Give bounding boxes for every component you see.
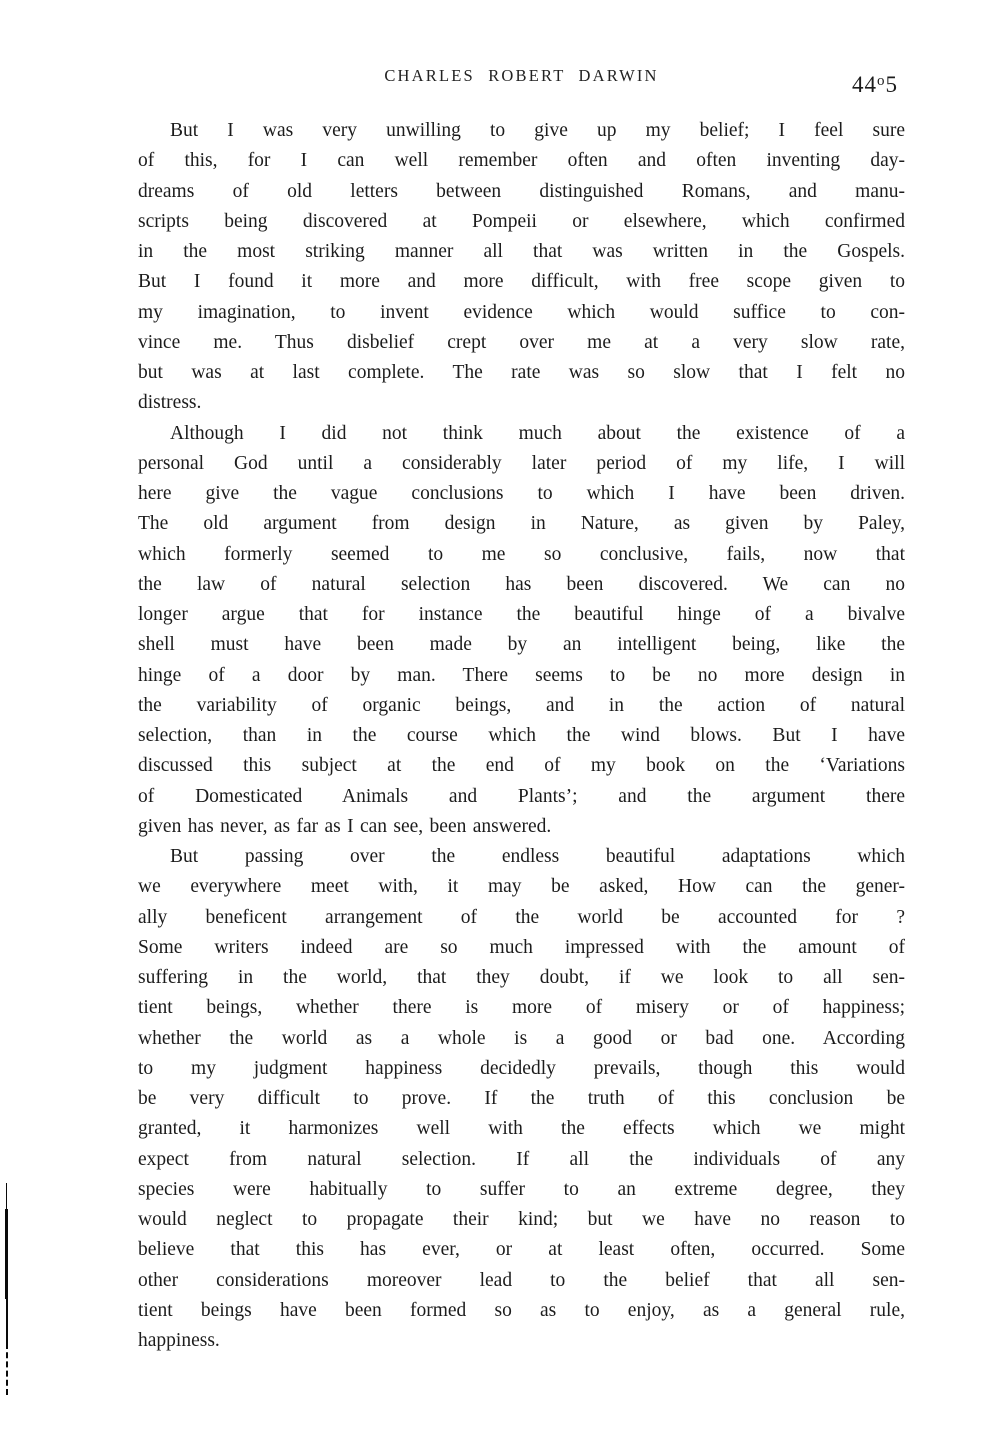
text-line: my imagination, to invent evidence which would suffice to con- xyxy=(138,301,905,323)
text-line: the law of natural selection has been discovered. We can no xyxy=(138,573,905,595)
text-line: suffering in the world, that they doubt, if we look to all sen- xyxy=(138,967,905,988)
scan-artifact-segment xyxy=(6,1183,7,1209)
text-line: species were habitually to suffer to an extreme degree, they xyxy=(138,1178,905,1200)
text-line: tient beings, whether there is more of misery or of happiness; xyxy=(138,997,905,1019)
text-line: we everywhere meet with, it may be asked, How can the gener- xyxy=(138,876,905,898)
text-line: distress. xyxy=(138,392,202,414)
text-line: But I found it more and more difficult, with free scope given to xyxy=(138,271,905,293)
scan-artifact-segment xyxy=(5,1209,8,1299)
text-line: of Domesticated Animals and Plants’; and the argument there xyxy=(138,785,905,807)
scan-artifact-segment xyxy=(6,1299,8,1343)
text-line: But I was very unwilling to give up my belief; I feel sure xyxy=(170,120,905,141)
text-line: ally beneficent arrangement of the world be accounted for ? xyxy=(138,906,905,928)
text-line: shell must have been made by an intelligent being, like the xyxy=(138,634,905,656)
text-line: discussed this subject at the end of my book on the ‘Variations xyxy=(138,755,905,777)
scan-artifact-line xyxy=(5,1183,11,1395)
text-line: here give the vague conclusions to which I have been driven. xyxy=(138,483,905,504)
text-line: The old argument from design in Nature, as given by Paley, xyxy=(138,513,905,535)
text-line: dreams of old letters between distinguished Romans, and manu- xyxy=(138,180,905,202)
text-line: vince me. Thus disbelief crept over me at a very slow rate, xyxy=(138,331,905,353)
text-line: granted, it harmonizes well with the effects which we might xyxy=(138,1118,905,1140)
text-line: hinge of a door by man. There seems to be no more design in xyxy=(138,664,905,686)
text-line: longer argue that for instance the beautiful hinge of a bivalve xyxy=(138,604,905,625)
text-line: Although I did not think much about the existence of a xyxy=(170,422,905,444)
text-line: Some writers indeed are so much impressed with the amount of xyxy=(138,936,905,958)
text-line: in the most striking manner all that was written in the Gospels. xyxy=(138,241,905,262)
running-title: CHARLES ROBERT DARWIN xyxy=(384,66,659,85)
text-line: expect from natural selection. If all the individuals of any xyxy=(138,1148,905,1170)
page-number-suffix: 5 xyxy=(885,72,898,97)
text-line: of this, for I can well remember often and often inventing day- xyxy=(138,150,905,172)
text-line: but was at last complete. The rate was so slow that I felt no xyxy=(138,362,905,383)
page-number-prefix: 44 xyxy=(852,72,877,97)
page-number-raised-digit: o xyxy=(877,73,886,89)
text-line: But passing over the endless beautiful adaptations which xyxy=(170,846,905,867)
page-number xyxy=(852,72,898,98)
text-line: believe that this has ever, or at least often, occurred. Some xyxy=(138,1239,905,1261)
text-line: personal God until a considerably later period of my life, I will xyxy=(138,452,905,474)
text-line: selection, than in the course which the wind blows. But I have xyxy=(138,725,905,746)
page-header xyxy=(138,66,905,96)
text-line: whether the world as a whole is a good or bad one. According xyxy=(138,1027,905,1049)
paragraph xyxy=(138,116,905,419)
text-line: happiness. xyxy=(138,1330,220,1351)
text-line: tient beings have been formed so as to enjoy, as a general rule, xyxy=(138,1299,905,1321)
text-line: given has never, as far as I can see, been answered. xyxy=(138,815,552,837)
text-line: which formerly seemed to me so conclusive, fails, now that xyxy=(138,543,905,565)
scan-artifact-segment xyxy=(6,1343,8,1395)
text-line: would neglect to propagate their kind; but we have no reason to xyxy=(138,1209,905,1230)
text-line: to my judgment happiness decidedly prevails, though this would xyxy=(138,1057,905,1079)
text-line: the variability of organic beings, and in the action of natural xyxy=(138,694,905,716)
text-line: scripts being discovered at Pompeii or elsewhere, which confirmed xyxy=(138,210,905,232)
paragraph xyxy=(138,419,905,843)
text-line: be very difficult to prove. If the truth of this conclusion be xyxy=(138,1088,905,1109)
text-line: other considerations moreover lead to the belief that all sen- xyxy=(138,1269,905,1291)
paragraph xyxy=(138,842,905,1356)
page-body xyxy=(138,116,905,1356)
